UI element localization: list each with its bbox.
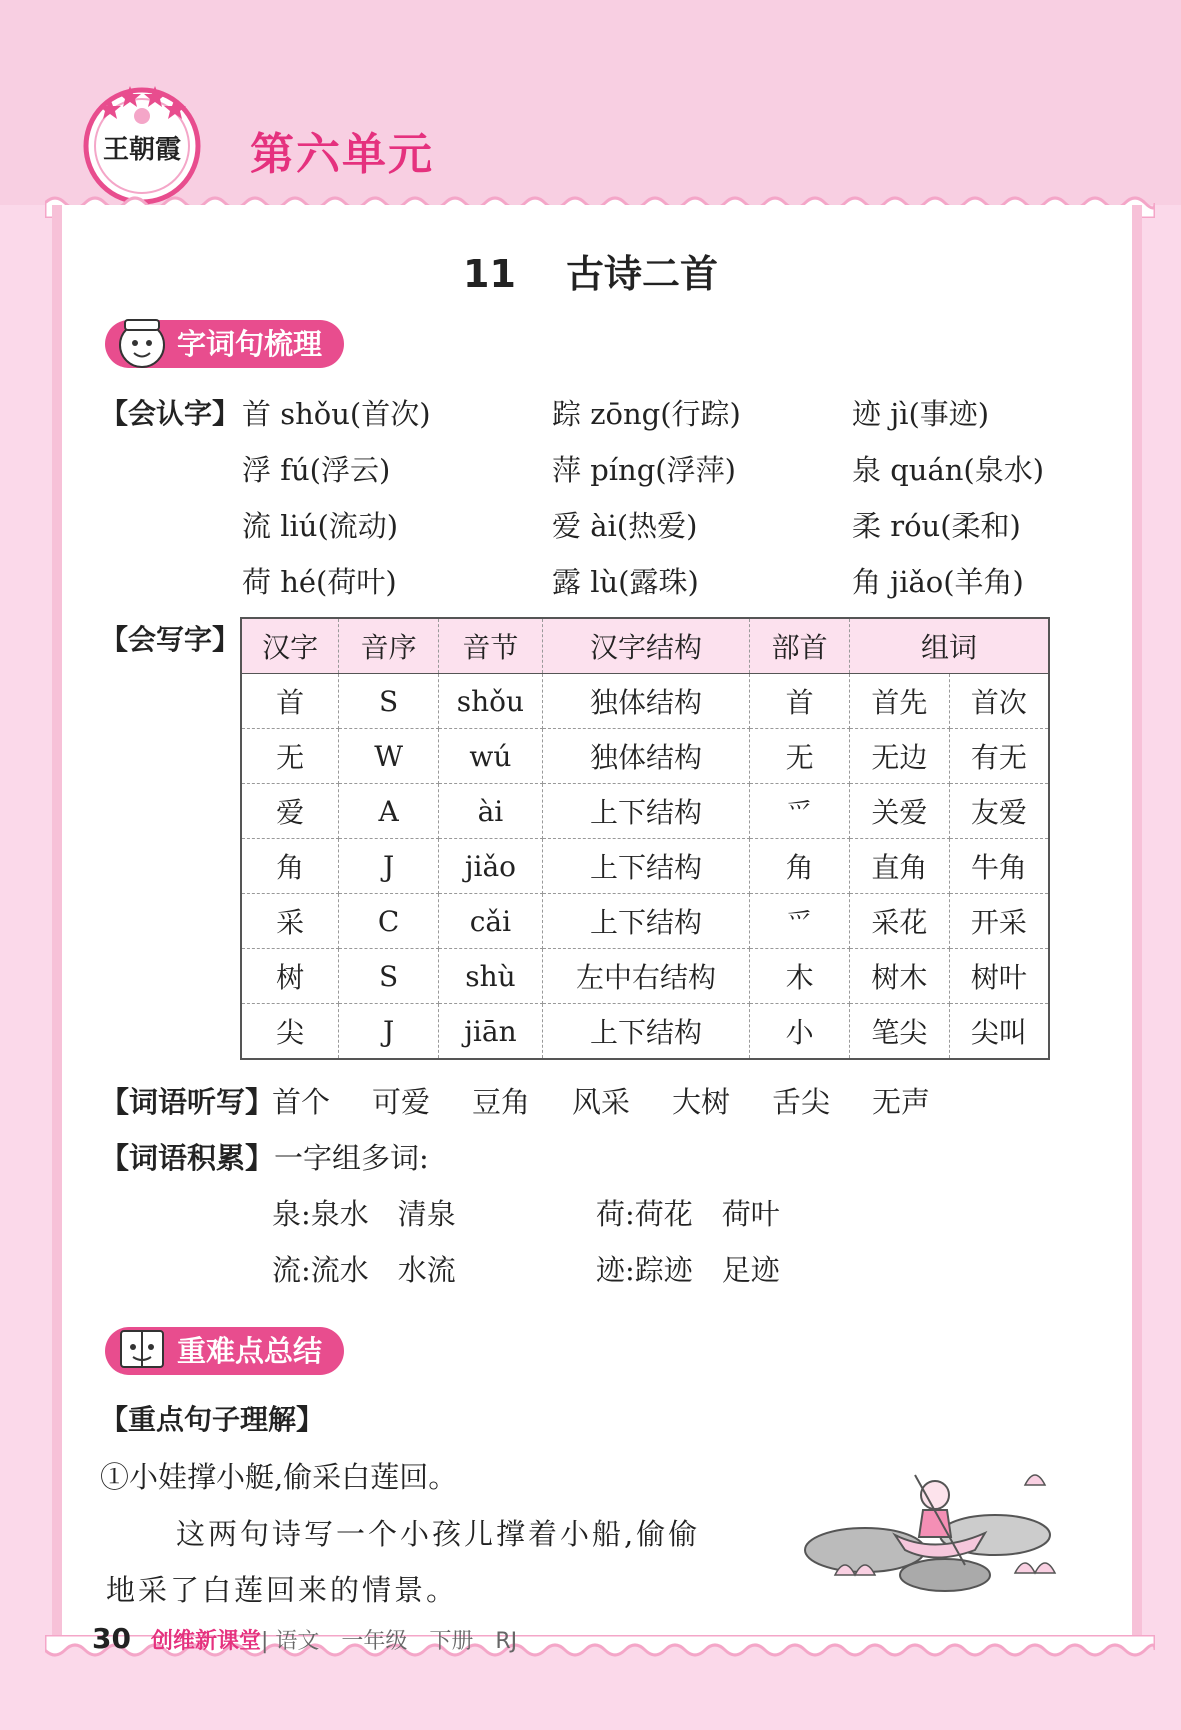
table-cell: 左中右结构 bbox=[542, 949, 749, 1004]
lesson-title bbox=[0, 243, 1181, 298]
table-cell: 采 bbox=[241, 894, 339, 949]
table-cell: 开采 bbox=[949, 894, 1049, 949]
dictation-word: 首个 bbox=[272, 1085, 331, 1119]
dictation-word: 豆角 bbox=[472, 1085, 531, 1119]
lotus-child-illustration bbox=[795, 1455, 1065, 1605]
table-cell: 关爱 bbox=[849, 784, 949, 839]
table-cell: wú bbox=[439, 729, 543, 784]
recognize-item: 泉 quán(泉水) bbox=[852, 453, 1045, 487]
table-cell: 无 bbox=[241, 729, 339, 784]
accumulate-intro: 一字组多词: bbox=[274, 1141, 429, 1175]
table-cell: 独体结构 bbox=[542, 674, 749, 729]
table-cell: jiǎo bbox=[439, 839, 543, 894]
recognize-item: 萍 píng(浮萍) bbox=[552, 453, 736, 487]
lesson-number: 11 bbox=[463, 252, 516, 296]
recognize-item: 迹 jì(事迹) bbox=[852, 397, 990, 431]
explanation-line: 这两句诗写一个小孩儿撑着小船,偷偷 bbox=[176, 1517, 701, 1551]
table-row bbox=[241, 729, 1049, 784]
table-cell: 直角 bbox=[849, 839, 949, 894]
table-row bbox=[241, 674, 1049, 729]
logo-text: 王朝霞 bbox=[102, 135, 182, 165]
footer-brand: 创维新课堂 bbox=[150, 1629, 261, 1654]
dictation-word: 大树 bbox=[672, 1085, 731, 1119]
dictation-word: 风采 bbox=[572, 1085, 631, 1119]
table-header-row bbox=[241, 618, 1049, 674]
footer-info: | 语文 一年级 下册 RJ bbox=[260, 1629, 518, 1654]
word-group: 迹:踪迹 足迹 bbox=[596, 1253, 780, 1287]
table-cell: 无 bbox=[750, 729, 850, 784]
section-label: 字词句梳理 bbox=[177, 327, 323, 361]
table-cell: 小 bbox=[750, 1004, 850, 1060]
table-cell: 首次 bbox=[949, 674, 1049, 729]
footer bbox=[92, 1622, 517, 1655]
explanation-line: 地采了白莲回来的情景。 bbox=[106, 1573, 459, 1607]
lesson-name: 古诗二首 bbox=[565, 252, 718, 296]
table-cell: 无边 bbox=[849, 729, 949, 784]
recognize-item: 流 liú(流动) bbox=[242, 509, 399, 543]
write-table bbox=[240, 617, 1050, 1060]
table-header: 音序 bbox=[339, 618, 439, 674]
cartoon-book-icon bbox=[111, 1319, 173, 1381]
recognize-label: 【会认字】 bbox=[100, 397, 241, 430]
table-cell: 友爱 bbox=[949, 784, 1049, 839]
recognize-item: 露 lù(露珠) bbox=[552, 565, 699, 599]
word-group: 荷:荷花 荷叶 bbox=[596, 1197, 780, 1231]
table-cell: 笔尖 bbox=[849, 1004, 949, 1060]
table-header: 部首 bbox=[750, 618, 850, 674]
dictation-label: 【词语听写】 bbox=[100, 1085, 275, 1119]
table-cell: 有无 bbox=[949, 729, 1049, 784]
table-cell: 首 bbox=[750, 674, 850, 729]
table-cell: J bbox=[339, 1004, 439, 1060]
table-cell: J bbox=[339, 839, 439, 894]
table-cell: S bbox=[339, 949, 439, 1004]
recognize-item: 爱 ài(热爱) bbox=[552, 509, 698, 543]
table-cell: 树 bbox=[241, 949, 339, 1004]
table-cell: 上下结构 bbox=[542, 894, 749, 949]
table-cell: 上下结构 bbox=[542, 839, 749, 894]
table-cell: shù bbox=[439, 949, 543, 1004]
table-cell: ài bbox=[439, 784, 543, 839]
recognize-item: 踪 zōng(行踪) bbox=[552, 397, 741, 431]
page-number: 30 bbox=[92, 1622, 131, 1655]
table-row bbox=[241, 894, 1049, 949]
dictation-row bbox=[100, 1080, 274, 1121]
section-pill-key-points bbox=[105, 1327, 344, 1375]
table-cell: 尖叫 bbox=[949, 1004, 1049, 1060]
section-pill-vocabulary bbox=[105, 320, 344, 368]
table-cell: 爱 bbox=[241, 784, 339, 839]
write-label: 【会写字】 bbox=[100, 623, 241, 656]
table-cell: 树木 bbox=[849, 949, 949, 1004]
table-cell: 树叶 bbox=[949, 949, 1049, 1004]
table-cell: 角 bbox=[750, 839, 850, 894]
table-header: 组词 bbox=[849, 618, 1049, 674]
accumulate-label: 【词语积累】 bbox=[100, 1141, 275, 1175]
dictation-word: 无声 bbox=[872, 1085, 931, 1119]
table-cell: cǎi bbox=[439, 894, 543, 949]
unit-title: 第六单元 bbox=[250, 129, 434, 180]
recognize-item: 荷 hé(荷叶) bbox=[242, 565, 397, 599]
table-cell: 采花 bbox=[849, 894, 949, 949]
table-header: 汉字结构 bbox=[542, 618, 749, 674]
table-cell: A bbox=[339, 784, 439, 839]
table-cell: S bbox=[339, 674, 439, 729]
table-row bbox=[241, 949, 1049, 1004]
table-header: 音节 bbox=[439, 618, 543, 674]
word-group: 泉:泉水 清泉 bbox=[272, 1197, 456, 1231]
recognize-item: 角 jiǎo(羊角) bbox=[852, 565, 1024, 599]
table-cell: 首先 bbox=[849, 674, 949, 729]
table-row bbox=[241, 1004, 1049, 1060]
key-sentence: ①小娃撑小艇,偷采白莲回。 bbox=[100, 1460, 458, 1494]
table-cell: 尖 bbox=[241, 1004, 339, 1060]
table-row bbox=[241, 839, 1049, 894]
recognize-item: 柔 róu(柔和) bbox=[852, 509, 1021, 543]
table-cell: 独体结构 bbox=[542, 729, 749, 784]
key-sentence-label: 【重点句子理解】 bbox=[100, 1403, 325, 1436]
table-row bbox=[241, 784, 1049, 839]
table-cell: W bbox=[339, 729, 439, 784]
table-cell: 上下结构 bbox=[542, 784, 749, 839]
table-cell: C bbox=[339, 894, 439, 949]
dictation-word: 舌尖 bbox=[772, 1085, 831, 1119]
cartoon-mascot-icon bbox=[111, 312, 173, 374]
dictation-word: 可爱 bbox=[372, 1085, 431, 1119]
recognize-item: 浮 fú(浮云) bbox=[242, 453, 391, 487]
recognize-item: 首 shǒu(首次) bbox=[242, 397, 431, 431]
table-cell: shǒu bbox=[439, 674, 543, 729]
table-cell: 爫 bbox=[750, 894, 850, 949]
brand-logo bbox=[80, 80, 205, 205]
accumulate-row bbox=[100, 1136, 429, 1177]
table-cell: 首 bbox=[241, 674, 339, 729]
word-group: 流:流水 水流 bbox=[272, 1253, 456, 1287]
section-label: 重难点总结 bbox=[177, 1334, 323, 1368]
table-cell: 上下结构 bbox=[542, 1004, 749, 1060]
table-cell: 角 bbox=[241, 839, 339, 894]
table-cell: 木 bbox=[750, 949, 850, 1004]
table-cell: jiān bbox=[439, 1004, 543, 1060]
table-header: 汉字 bbox=[241, 618, 339, 674]
table-cell: 牛角 bbox=[949, 839, 1049, 894]
table-cell: 爫 bbox=[750, 784, 850, 839]
